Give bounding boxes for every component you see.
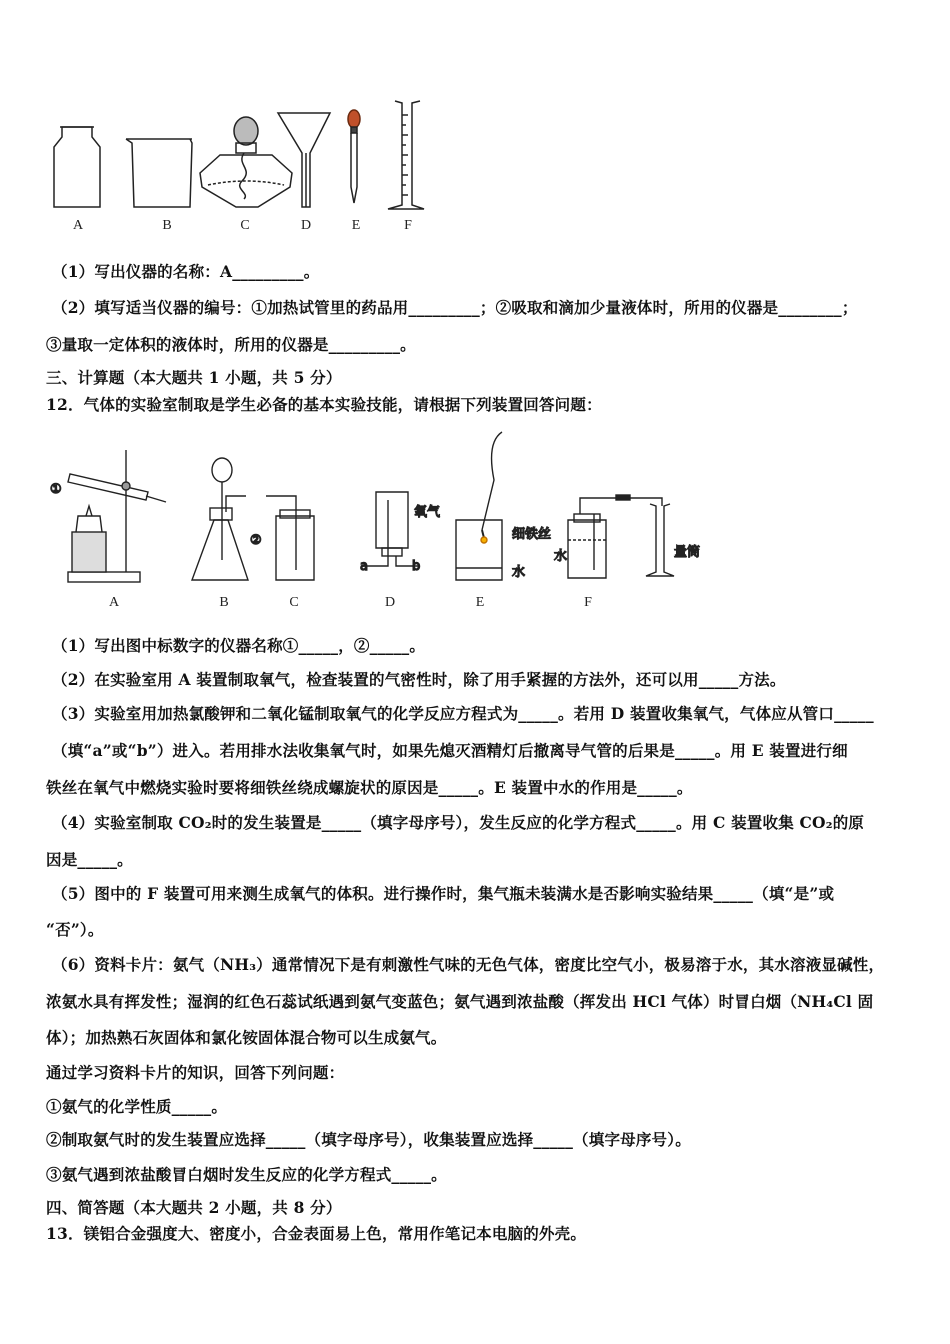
fig2-label-e: E <box>475 595 485 610</box>
fig2-label-a: A <box>108 595 120 610</box>
q12-part1: （1）写出图中标数字的仪器名称①_____，②_____。 <box>52 636 426 655</box>
q12-part6b: 浓氨水具有挥发性；湿润的红色石蕊试纸遇到氨气变蓝色；氨气遇到浓盐酸（挥发出 HCl 气体）时冒白烟（NH₄Cl 固 <box>46 992 874 1011</box>
label-circle-2: ② <box>250 533 262 548</box>
gas-collecting-bottle <box>54 127 100 207</box>
q12-part3a: （3）实验室用加热氯酸钾和二氧化锰制取氧气的化学反应方程式为_____。若用 D 装置收集氧气，气体应从管口_____ <box>52 704 874 723</box>
label-water-f: 水 <box>554 549 568 564</box>
q12-part2: （2）在实验室用 A 装置制取氧气，检查装置的气密性时，除了用手紧握的方法外，还可以用_____方法。 <box>52 670 786 689</box>
fig1-label-a: A <box>72 218 84 233</box>
fig1-label-b: B <box>162 218 172 233</box>
apparatus-e <box>414 432 551 580</box>
label-b: b <box>412 559 421 574</box>
q12-part4b: 因是_____。 <box>46 850 133 869</box>
q12-ammonia-property: ①氨气的化学性质_____。 <box>46 1097 228 1116</box>
q12-stem: 12．气体的实验室制取是学生必备的基本实验技能，请根据下列装置回答问题： <box>46 395 602 414</box>
label-measuring-cylinder: 量筒 <box>674 545 701 560</box>
label-circle-1: ① <box>50 482 62 497</box>
q12-ammonia-equation: ③氨气遇到浓盐酸冒白烟时发生反应的化学方程式_____。 <box>46 1165 447 1184</box>
q11-sub2b: ③量取一定体积的液体时，所用的仪器是_________。 <box>46 335 416 354</box>
apparatus-f <box>554 495 700 578</box>
apparatus-a <box>50 450 166 582</box>
apparatus-d <box>360 492 420 574</box>
label-oxygen: 氧气 <box>414 505 441 520</box>
alcohol-lamp <box>200 117 292 207</box>
measuring-cylinder <box>388 101 424 209</box>
instrument-figure <box>40 95 460 240</box>
fig2-label-f: F <box>584 595 592 610</box>
apparatus-figure <box>46 420 746 615</box>
apparatus-b <box>192 458 248 580</box>
q12-ammonia-apparatus: ②制取氨气时的发生装置应选择_____（填字母序号），收集装置应选择_____（填字母序号）。 <box>46 1130 691 1149</box>
fig2-label-b: B <box>219 595 229 610</box>
q12-intro: 通过学习资料卡片的知识，回答下列问题： <box>46 1063 345 1082</box>
q12-part4a: （4）实验室制取 CO₂时的发生装置是_____（填字母序号），发生反应的化学方程式_____。用 C 装置收集 CO₂的原 <box>52 813 865 832</box>
fig2-label-d: D <box>384 595 396 610</box>
fig1-label-d: D <box>300 218 312 233</box>
label-iron-wire: 细铁丝 <box>512 527 552 542</box>
funnel <box>278 113 330 207</box>
q12-part6c: 体）；加热熟石灰固体和氯化铵固体混合物可以生成氨气。 <box>46 1028 447 1047</box>
q12-part5b: “否”）。 <box>46 920 104 939</box>
beaker <box>126 139 192 207</box>
q12-part3b: （填“a”或“b”）进入。若用排水法收集氧气时，如果先熄灭酒精灯后撤离导气管的后果是_____。用 E 装置进行细 <box>52 741 848 760</box>
label-water-e: 水 <box>512 565 526 580</box>
fig1-label-f: F <box>404 218 412 233</box>
fig1-label-c: C <box>240 218 250 233</box>
q12-part3c: 铁丝在氧气中燃烧实验时要将细铁丝绕成螺旋状的原因是_____。E 装置中水的作用是_____。 <box>46 778 693 797</box>
section-4-heading: 四、简答题（本大题共 2 小题，共 8 分） <box>46 1198 342 1217</box>
label-a: a <box>360 559 368 574</box>
q11-sub1: （1）写出仪器的名称：A_________。 <box>52 262 320 281</box>
q12-part5a: （5）图中的 F 装置可用来测生成氧气的体积。进行操作时，集气瓶未装满水是否影响实验结果_____（填“是”或 <box>52 884 835 903</box>
q12-part6a: （6）资料卡片：氨气（NH₃）通常情况下是有刺激性气味的无色气体，密度比空气小，极易溶于水，其水溶液显碱性， <box>52 955 885 974</box>
q13-stem: 13．镁铝合金强度大、密度小，合金表面易上色，常用作笔记本电脑的外壳。 <box>46 1224 587 1243</box>
fig1-label-e: E <box>351 218 361 233</box>
fig2-label-c: C <box>289 595 299 610</box>
q11-sub2: （2）填写适当仪器的编号：①加热试管里的药品用_________；②吸取和滴加少量液体时，所用的仪器是________； <box>52 298 858 317</box>
apparatus-c <box>250 496 314 580</box>
dropper <box>348 110 360 203</box>
section-3-heading: 三、计算题（本大题共 1 小题，共 5 分） <box>46 368 342 387</box>
